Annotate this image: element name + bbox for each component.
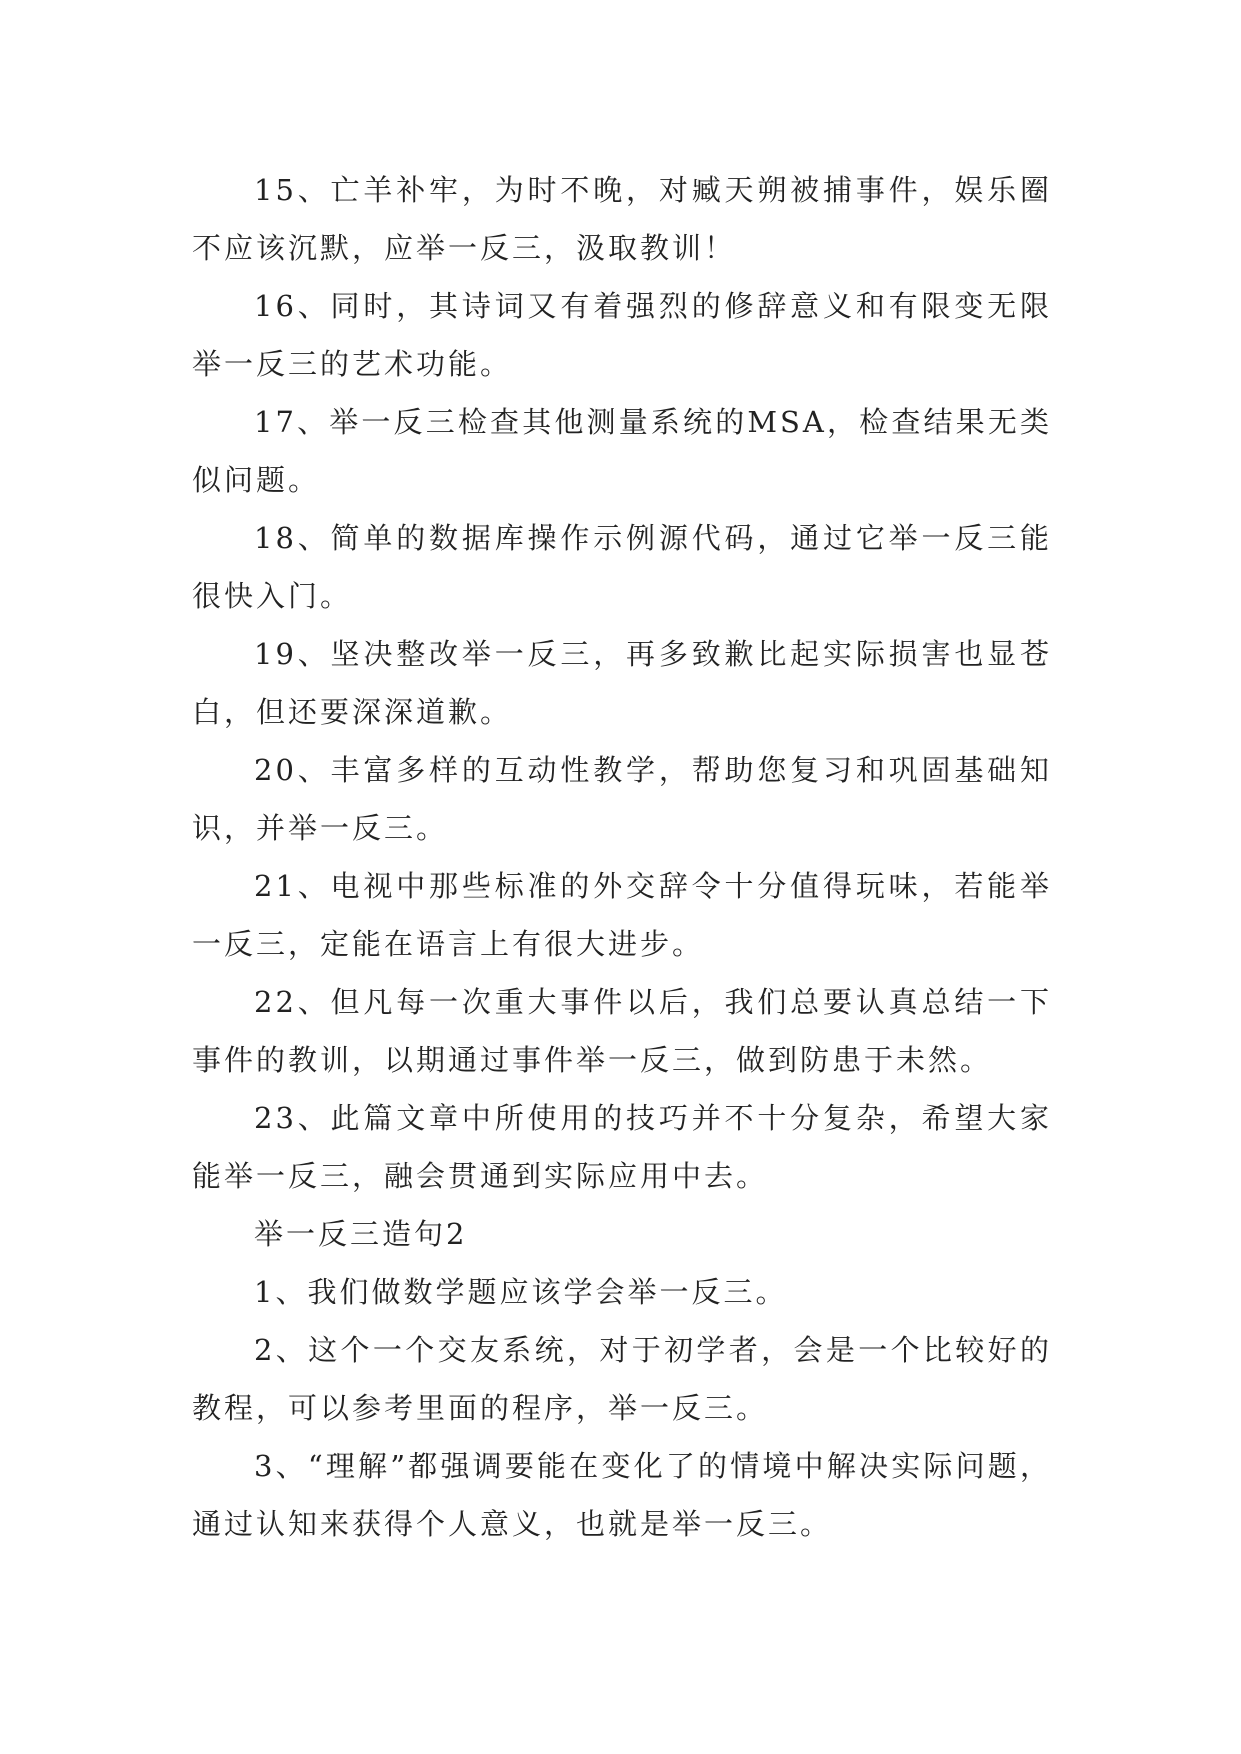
paragraph-15: 15、亡羊补牢，为时不晚，对臧天朔被捕事件，娱乐圈不应该沉默，应举一反三，汲取教训！ [192,173,1052,265]
paragraph-17: 17、举一反三检查其他测量系统的MSA，检查结果无类似问题。 [192,405,1052,497]
paragraph-21: 21、电视中那些标准的外交辞令十分值得玩味，若能举一反三，定能在语言上有很大进步。 [192,869,1052,961]
paragraph-16: 16、同时，其诗词又有着强烈的修辞意义和有限变无限举一反三的艺术功能。 [192,289,1052,381]
document-body [192,161,1052,1553]
paragraph-19: 19、坚决整改举一反三，再多致歉比起实际损害也显苍白，但还要深深道歉。 [192,637,1052,729]
paragraph-20: 20、丰富多样的互动性教学，帮助您复习和巩固基础知识，并举一反三。 [192,753,1052,845]
paragraph-22: 22、但凡每一次重大事件以后，我们总要认真总结一下事件的教训，以期通过事件举一反三，做到防患于未然。 [192,985,1052,1077]
section-paragraph-3: 3、“理解”都强调要能在变化了的情境中解决实际问题，通过认知来获得个人意义，也就是举一反三。 [192,1449,1052,1541]
paragraph-18: 18、简单的数据库操作示例源代码，通过它举一反三能很快入门。 [192,521,1052,613]
section-heading: 举一反三造句2 [254,1217,468,1251]
section-paragraph-2: 2、这个一个交友系统，对于初学者，会是一个比较好的教程，可以参考里面的程序，举一反三。 [192,1333,1052,1425]
section-paragraph-1: 1、我们做数学题应该学会举一反三。 [254,1275,788,1309]
paragraph-23: 23、此篇文章中所使用的技巧并不十分复杂，希望大家能举一反三，融会贯通到实际应用中去。 [192,1101,1052,1193]
